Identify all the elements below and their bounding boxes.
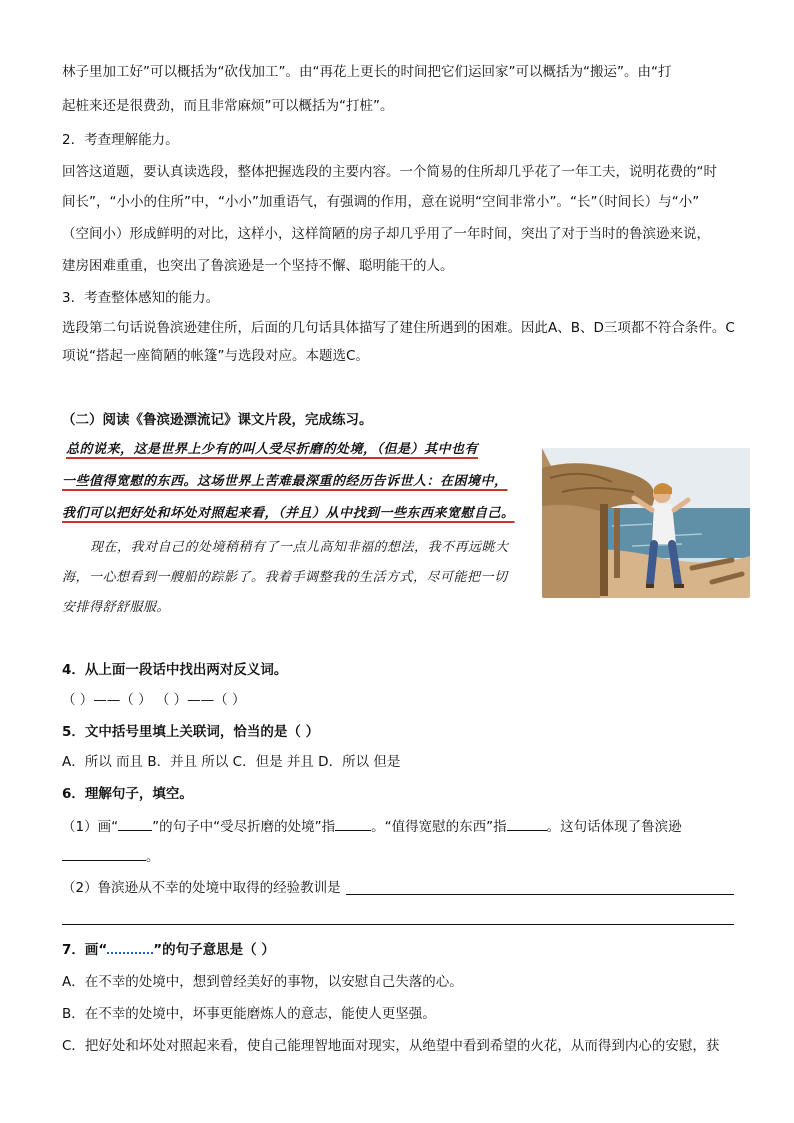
q6-1-blank-1[interactable] [335,816,371,831]
passage-underlined-2: 一些值得宽慰的东西。这场世界上苦难最深重的经历告诉世人：在困境中， [62,474,508,489]
robinson-illustration-svg [542,448,750,598]
q6-1-text-b: ”的句子中“受尽折磨的处境”指 [152,819,336,835]
q6-1-cont [62,846,160,867]
q4-title: 4．从上面一段话中找出两对反义词。 [62,662,288,678]
q6-2-answer-line-2[interactable] [62,924,734,925]
q6-1-text-a: （1）画“ [62,819,119,835]
q6-1-text-e: 。 [146,849,160,865]
passage-line-6: 安排得舒舒服服。 [62,600,171,615]
passage-line-3 [62,504,515,524]
analysis-line-1: 林子里加工好”可以概括为“砍伐加工”。由“再花上更长的时间把它们运回家”可以概括为“搬运”。由“打 [62,64,672,80]
point2-line-4: 建房困难重重，也突出了鲁滨逊是一个坚持不懈、聪明能干的人。 [62,258,454,274]
point3-line-1: 选段第二句话说鲁滨逊建住所，后面的几句话具体描写了建住所遇到的困难。因此A、B、D三项都不符合条件。C [62,320,735,336]
point2-line-3: （空间小）形成鲜明的对比，这样小，这样简陋的房子却几乎用了一年时间，突出了对于当时的鲁滨逊来说， [62,226,710,242]
q6-2-answer-line-1[interactable] [346,894,734,895]
passage-underlined-1: 总的说来，这是世界上少有的叫人受尽折磨的处境，（但是）其中也有 [66,442,479,457]
q6-1-blank-2[interactable] [507,816,547,831]
q7-title-a: 7．画“ [62,942,108,958]
q6-2: （2）鲁滨逊从不幸的处境中取得的经验教训是 [62,880,341,896]
q6-1-blank-3[interactable] [62,846,146,861]
section2-heading: （二）阅读《鲁滨逊漂流记》课文片段，完成练习。 [62,412,373,428]
passage-line-5: 海，一心想看到一艘船的踪影了。我着手调整我的生活方式，尽可能把一切 [62,570,508,585]
point3-line-2: 项说“搭起一座简陋的帐篷”与选段对应。本题选C。 [62,348,369,364]
q6-1-text-d: 。这句话体现了鲁滨逊 [546,819,682,835]
q7-option-a[interactable]: A．在不幸的处境中，想到曾经美好的事物，以安慰自己失落的心。 [62,974,463,990]
q7-title-b: ”的句子意思是（ ） [153,942,275,958]
passage-line-4: 现在，我对自己的处境稍稍有了一点儿高知非福的想法，我不再远眺大 [90,540,509,555]
q6-1-text-c: 。“值得宽慰的东西”指 [371,819,507,835]
q5-title: 5．文中括号里填上关联词，恰当的是（ ） [62,724,320,740]
point2-line-2: 间长”，“小小的住所”中，“小小”加重语气，有强调的作用，意在说明“空间非常小”。“长”（时间长）与“小” [62,194,700,210]
q6-1-blank-mark[interactable] [118,816,152,831]
q7-wavy-mark [107,942,153,954]
q4-blanks: （ ）——（ ） （ ）——（ ） [62,692,246,708]
analysis-line-2: 起桩来还是很费劲，而且非常麻烦”可以概括为“打桩”。 [62,98,394,114]
q6-1 [62,816,682,837]
passage-line-1 [66,440,478,460]
q5-options: A．所以 而且 B．并且 所以 C．但是 并且 D．所以 但是 [62,754,401,770]
point2-line-1: 回答这道题，要认真读选段，整体把握选段的主要内容。一个简易的住所却几乎花了一年工夫，说明花费的“时 [62,164,717,180]
point2-title: 2．考查理解能力。 [62,132,179,148]
passage-line-2 [62,472,508,492]
q7-option-c[interactable]: C．把好处和坏处对照起来看，使自己能理智地面对现实，从绝望中看到希望的火花，从而得到内心的安慰，获 [62,1038,720,1054]
q7-title [62,940,275,960]
q6-title: 6．理解句子，填空。 [62,786,193,802]
q7-option-b[interactable]: B．在不幸的处境中，坏事更能磨炼人的意志，能使人更坚强。 [62,1006,436,1022]
passage-underlined-3: 我们可以把好处和坏处对照起来看，（并且）从中找到一些东西来宽慰自己。 [62,506,515,521]
point3-title: 3．考查整体感知的能力。 [62,290,220,306]
robinson-illustration [542,448,750,598]
